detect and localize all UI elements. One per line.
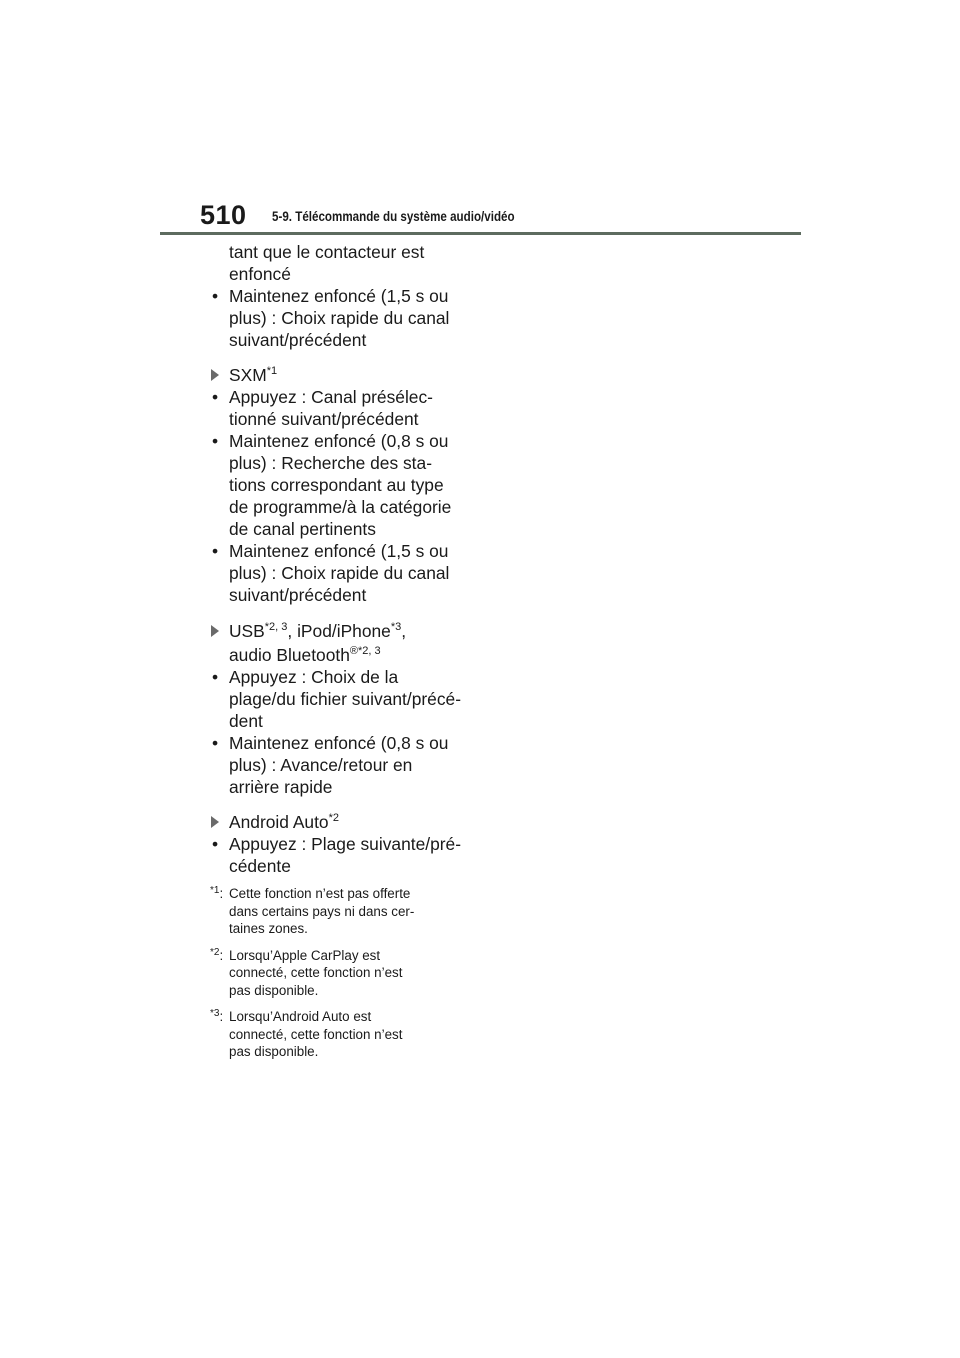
footnote-number: *2 xyxy=(210,946,220,958)
text-line: dent xyxy=(229,711,263,731)
main-content xyxy=(210,241,482,1061)
text-line: Maintenez enfoncé (1,5 s ou xyxy=(229,286,449,306)
footnote xyxy=(210,1008,482,1061)
text-line: cédente xyxy=(229,856,291,876)
list-item xyxy=(210,540,482,606)
list-item xyxy=(210,386,482,430)
triangle-right-icon xyxy=(211,816,219,828)
text-line: plage/du fichier suivant/précé- xyxy=(229,689,462,709)
text-line: plus) : Choix rapide du canal xyxy=(229,308,450,328)
footnote-colon: : xyxy=(219,1009,224,1024)
heading-text: Android Auto xyxy=(229,812,329,832)
heading-text: USB xyxy=(229,621,265,641)
heading-text: , iPod/iPhone xyxy=(287,621,391,641)
footnote xyxy=(210,947,482,1000)
list-item xyxy=(210,285,482,351)
footnote-number: *1 xyxy=(210,885,220,896)
text-line: Cette fonction n’est pas offerte xyxy=(229,886,411,901)
text-line: taines zones. xyxy=(229,921,308,936)
text-line: plus) : Choix rapide du canal xyxy=(229,563,450,583)
text-line: Appuyez : Plage suivante/pré- xyxy=(229,834,462,854)
footnote-mark xyxy=(210,885,223,903)
text-line: Lorsqu’Android Auto est xyxy=(229,1009,372,1024)
bullet-icon: • xyxy=(212,541,219,561)
text-line: plus) : Avance/retour en xyxy=(229,755,413,775)
footnote-colon: : xyxy=(219,947,224,963)
continuation-text xyxy=(229,241,482,285)
footnote-mark xyxy=(210,947,223,965)
section-title: 5-9. Télécommande du système audio/vidéo xyxy=(272,209,515,224)
footnote-ref: *3 xyxy=(390,621,402,633)
text-line: plus) : Recherche des sta- xyxy=(229,453,432,473)
page-number: 510 xyxy=(200,200,247,230)
bullet-icon: • xyxy=(212,667,219,687)
text-line: de programme/à la catégorie xyxy=(229,497,452,517)
bullet-icon: • xyxy=(212,431,219,451)
footnote-ref: *2 xyxy=(328,812,339,824)
text-line: Appuyez : Canal présélec- xyxy=(229,387,433,407)
footnotes xyxy=(210,885,482,1061)
bullet-icon: • xyxy=(212,387,219,407)
triangle-right-icon xyxy=(211,625,219,637)
text-line: dans certains pays ni dans cer- xyxy=(229,903,415,919)
heading-usb xyxy=(210,620,482,666)
text-line: pas disponible. xyxy=(229,982,319,998)
header-rule xyxy=(160,232,801,235)
text-line: Lorsqu’Apple CarPlay est xyxy=(229,947,381,963)
heading-text: SXM xyxy=(229,365,267,385)
bullet-icon: • xyxy=(212,733,219,753)
text-line: Maintenez enfoncé (1,5 s ou xyxy=(229,541,449,561)
heading-text: audio Bluetooth xyxy=(229,645,350,665)
text-line: suivant/précédent xyxy=(229,330,367,350)
footnote-colon: : xyxy=(219,886,224,901)
text-line: tionné suivant/précédent xyxy=(229,409,419,429)
text-line: Maintenez enfoncé (0,8 s ou xyxy=(229,733,449,753)
list-item xyxy=(210,430,482,540)
heading-text: , xyxy=(401,621,407,641)
footnote-number: *3 xyxy=(210,1008,220,1019)
list-item xyxy=(210,732,482,798)
list-item xyxy=(210,666,482,732)
text-line: enfoncé xyxy=(229,264,291,284)
footnote-mark xyxy=(210,1008,223,1026)
text-line: connecté, cette fonction n’est xyxy=(229,965,403,980)
footnote-ref: *2, 3 xyxy=(264,621,288,633)
list-item xyxy=(210,833,482,877)
bullet-icon: • xyxy=(212,834,219,854)
heading-sxm xyxy=(210,364,482,386)
text-line: suivant/précédent xyxy=(229,585,367,605)
heading-android-auto xyxy=(210,811,482,833)
footnote xyxy=(210,885,482,938)
bullet-icon: • xyxy=(212,286,219,306)
text-line: Maintenez enfoncé (0,8 s ou xyxy=(229,431,449,451)
text-line: connecté, cette fonction n’est xyxy=(229,1026,403,1042)
text-line: tant que le contacteur est xyxy=(229,242,425,262)
triangle-right-icon xyxy=(211,369,219,381)
text-line: Appuyez : Choix de la xyxy=(229,667,399,687)
footnote-ref: *1 xyxy=(266,365,278,377)
text-line: arrière rapide xyxy=(229,777,333,797)
text-line: tions correspondant au type xyxy=(229,475,444,495)
footnote-ref: ®*2, 3 xyxy=(349,645,381,657)
text-line: de canal pertinents xyxy=(229,519,376,539)
text-line: pas disponible. xyxy=(229,1044,319,1059)
